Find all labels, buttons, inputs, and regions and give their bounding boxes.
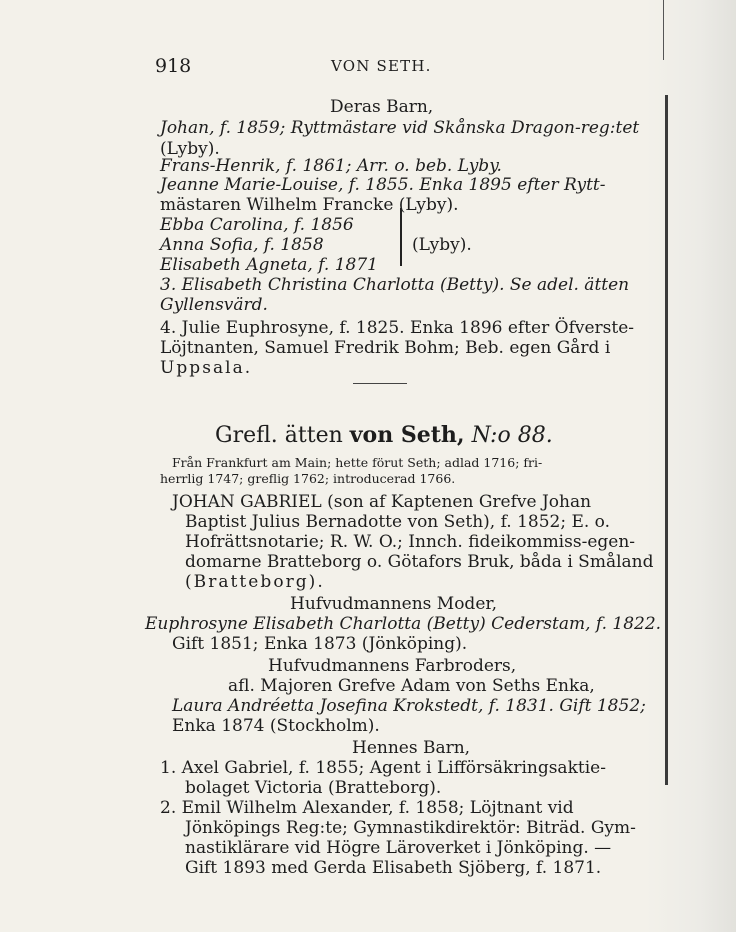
text-line: Gyllensvärd. [160,295,268,315]
text-line: 3. Elisabeth Christina Charlotta (Betty). Se adel. ätten [160,275,630,295]
title-part: von Seth, [349,422,465,448]
text-line: (Bratteborg). [185,572,325,592]
text-line: Hofrättsnotarie; R. W. O.; Innch. fideikommiss-egen- [185,532,636,552]
text-line: Från Frankfurt am Main; hette förut Seth; adlad 1716; fri- [172,455,543,470]
section-divider [353,383,407,384]
text-line: Deras Barn, [330,97,434,117]
text-line: Baptist Julius Bernadotte von Seth), f. 1852; E. o. [185,512,611,532]
text-line: domarne Bratteborg o. Götafors Bruk, båda i Småland [185,552,654,572]
text-line: 2. Emil Wilhelm Alexander, f. 1858; Löjtnant vid [160,798,574,818]
page-edge [646,0,736,932]
text-line: Hufvudmannens Farbroders, [268,656,517,676]
title-part: N:o 88. [471,423,553,448]
text-line: Enka 1874 (Stockholm). [172,716,380,736]
text-line: Frans-Henrik, f. 1861; Arr. o. beb. Lyby. [160,156,502,176]
text-line: 4. Julie Euphrosyne, f. 1825. Enka 1896 efter Öfverste- [160,318,635,338]
section-title [215,422,553,449]
text-line: mästaren Wilhelm Francke (Lyby). [160,195,459,215]
book-spine-shadow [665,95,668,785]
text-line: Laura Andréetta Josefina Krokstedt, f. 1831. Gift 1852; [172,696,646,716]
text-line: Johan, f. 1859; Ryttmästare vid Skånska Dragon-reg:tet [160,118,640,138]
brace [400,208,410,266]
text-line: JOHAN GABRIEL (son af Kaptenen Grefve Johan [172,492,592,512]
text-line: bolaget Victoria (Bratteborg). [185,778,442,798]
title-part: Grefl. ätten [215,423,343,448]
text-line: (Lyby). [412,235,472,255]
text-line: Hufvudmannens Moder, [290,594,498,614]
text-line: (Lyby). [160,139,220,159]
text-line: Gift 1893 med Gerda Elisabeth Sjöberg, f. 1871. [185,858,602,878]
text-line: Ebba Carolina, f. 1856 [160,215,354,235]
text-line: Löjtnanten, Samuel Fredrik Bohm; Beb. egen Gård i [160,338,611,358]
text-line: afl. Majoren Grefve Adam von Seths Enka, [228,676,595,696]
text-line: Hennes Barn, [352,738,471,758]
text-line: Anna Sofia, f. 1858 [160,235,324,255]
running-title: VON SETH. [331,57,432,75]
text-line: Euphrosyne Elisabeth Charlotta (Betty) Cederstam, f. 1822. [145,614,662,634]
text-line: Gift 1851; Enka 1873 (Jönköping). [172,634,468,654]
text-line: Jeanne Marie-Louise, f. 1855. Enka 1895 efter Rytt- [160,175,606,195]
text-line: nastiklärare vid Högre Läroverket i Jönköping. — [185,838,612,858]
text-line: 1. Axel Gabriel, f. 1855; Agent i Lifförsäkringsaktie- [160,758,606,778]
text-line: Jönköpings Reg:te; Gymnastikdirektör: Biträd. Gym- [185,818,636,838]
page-number: 918 [155,55,192,77]
text-line: Uppsala. [160,358,253,378]
text-line: herrlig 1747; greflig 1762; introducerad 1766. [160,471,456,486]
text-line: Elisabeth Agneta, f. 1871 [160,255,378,275]
book-spine-mark [663,0,664,60]
